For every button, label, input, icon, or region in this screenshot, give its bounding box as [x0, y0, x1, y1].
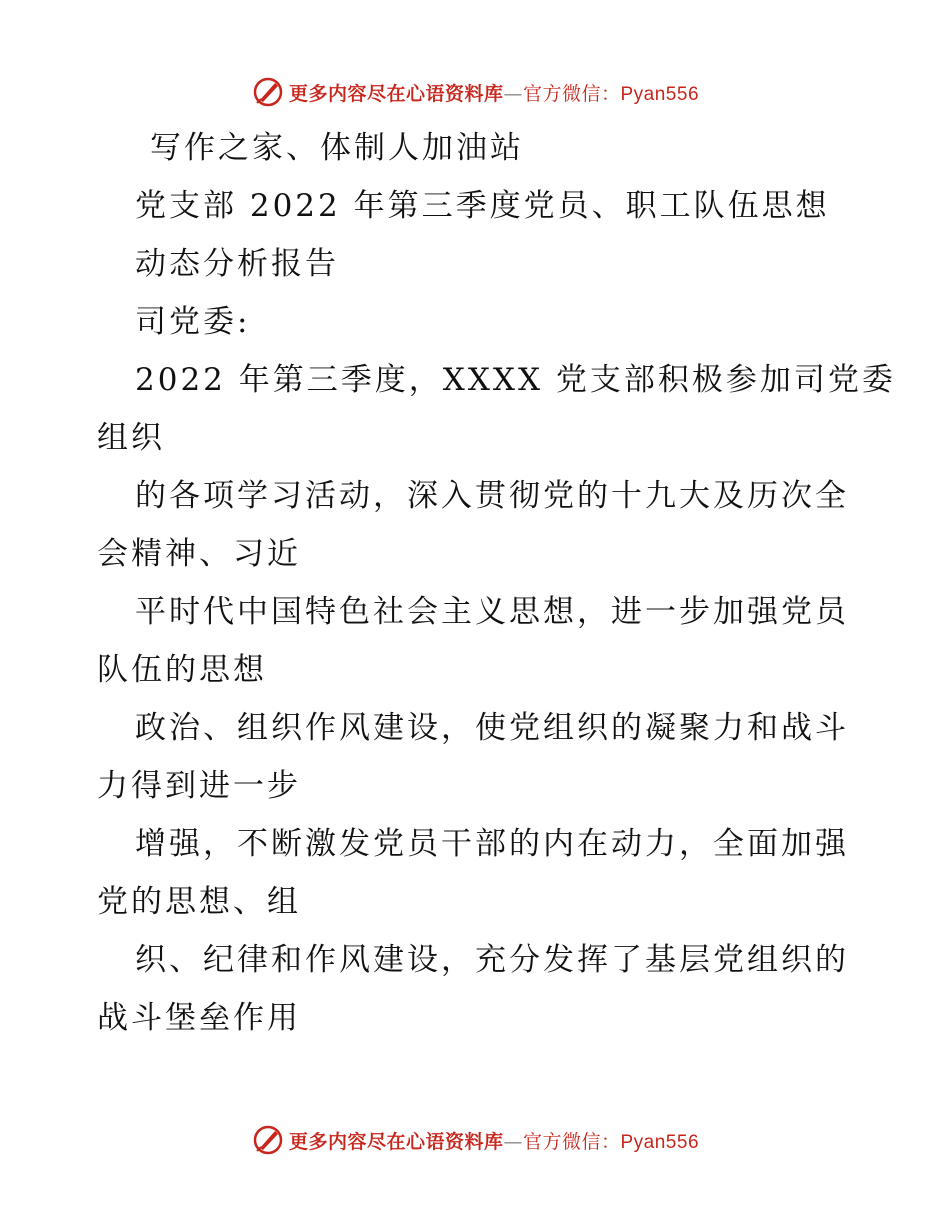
banner-wechat-label: 官方微信： [522, 82, 621, 105]
banner-text [289, 1127, 699, 1154]
header-banner [0, 72, 950, 112]
doc-paragraph-line: 力得到进一步 [97, 768, 301, 804]
doc-paragraph-line: 组织 [97, 420, 165, 456]
doc-paragraph-line: 2022 年第三季度，XXXX 党支部积极参加司党委 [135, 362, 896, 398]
footer-banner [0, 1120, 950, 1160]
doc-salutation: 司党委: [135, 304, 251, 340]
banner-wechat-id: Pyan556 [620, 1131, 700, 1153]
doc-paragraph-line: 织、纪律和作风建设，充分发挥了基层党组织的 [135, 942, 849, 978]
banner-prefix: 更多内容尽在心语资料库 [288, 82, 504, 105]
banner-wechat-id: Pyan556 [620, 83, 700, 105]
doc-paragraph-line: 战斗堡垒作用 [97, 1000, 301, 1036]
quill-circle-icon [251, 1123, 285, 1157]
doc-header-line: 写作之家、体制人加油站 [150, 130, 524, 166]
doc-title-line-2: 动态分析报告 [135, 246, 339, 282]
doc-paragraph-line: 党的思想、组 [97, 884, 301, 920]
banner-wechat-label: 官方微信： [522, 1130, 621, 1153]
doc-paragraph-line: 的各项学习活动，深入贯彻党的十九大及历次全 [135, 478, 849, 514]
quill-circle-icon [251, 75, 285, 109]
banner-dash: — [503, 1130, 523, 1153]
doc-title-line-1: 党支部 2022 年第三季度党员、职工队伍思想 [135, 188, 830, 224]
banner-text [289, 79, 699, 106]
doc-paragraph-line: 会精神、习近 [97, 536, 301, 572]
doc-paragraph-line: 政治、组织作风建设，使党组织的凝聚力和战斗 [135, 710, 849, 746]
doc-paragraph-line: 增强，不断激发党员干部的内在动力，全面加强 [135, 826, 849, 862]
banner-dash: — [503, 82, 523, 105]
doc-paragraph-line: 平时代中国特色社会主义思想，进一步加强党员 [135, 594, 849, 630]
banner-prefix: 更多内容尽在心语资料库 [288, 1130, 504, 1153]
doc-paragraph-line: 队伍的思想 [97, 652, 267, 688]
